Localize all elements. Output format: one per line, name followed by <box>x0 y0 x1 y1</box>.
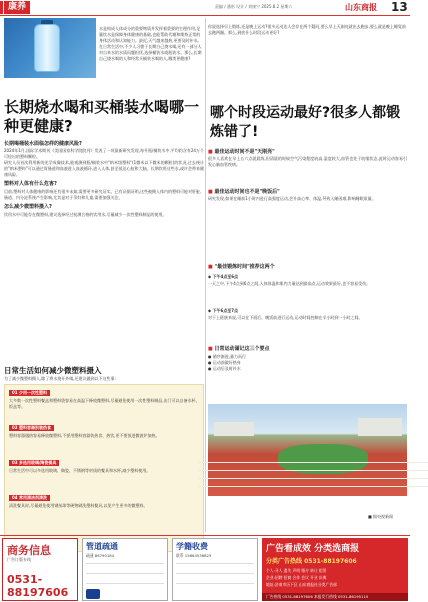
article-paragraph: 饮用水中可能存在微塑料,建议选择经过检测合格的饮用水,尽量减少一次性塑料制品的使用。 <box>4 212 167 217</box>
ad-title: 学籍收费 <box>176 542 208 551</box>
right-subhead-1: ■ 最佳运动时间不是"天刚亮" <box>208 148 407 155</box>
ad-title: 管道疏通 <box>86 542 118 551</box>
divider <box>86 573 164 574</box>
tip-label: 04 常用清洁剂清洗 <box>9 495 50 501</box>
track-line <box>198 478 428 479</box>
right-column <box>208 18 407 532</box>
business-info-ad <box>2 538 78 601</box>
tip-text: 日常生活中可以多选用玻璃、陶瓷、不锈钢等材质的餐具和水杯,减少塑料使用。 <box>9 468 151 473</box>
tip-label: 03 多选用玻璃/陶瓷餐具 <box>9 460 59 466</box>
paper-name: 山东商报 <box>345 3 377 12</box>
section-tag: 康养 <box>4 1 30 14</box>
bullet-item: ● 循序渐进,量力而行 <box>208 354 247 359</box>
ad-phone: 0531-88197606 <box>7 573 69 599</box>
track-line <box>198 486 428 487</box>
right-intro: 你说选择早上锻炼,还是晚上运动?很多运动达人会存在两个疑问,要么早上天刚亮就出去跑步,要么就是晚上睡觉前去跑两圈。那么,到底什么时段运动更好? <box>208 24 406 35</box>
page-header <box>0 0 410 16</box>
school-fee-ad <box>172 538 258 601</box>
page-number: 13 <box>391 0 408 14</box>
left-subhead-3: 怎么减少微塑料摄入? <box>4 204 52 210</box>
tip-text: 清洗餐具时,尽量避免使用钢丝球等硬物刷洗塑料餐具,以免产生更多的微塑料。 <box>9 503 148 508</box>
track-line <box>198 462 428 463</box>
right-subhead-3: ■ "最佳锻炼时间"推荐这两个 <box>208 263 407 270</box>
classified-ad-banner <box>262 538 408 601</box>
ad-phone: 分类广告热线 0531-88197606 <box>266 558 357 565</box>
tip-text: 塑料容器遇热容易释放微塑料,不要用塑料容器装热食、热饮,更不要放进微波炉加热。 <box>9 433 160 438</box>
bullet-item: ● 运动后及时补水 <box>208 366 241 371</box>
ad-row: 个人:寻人 遗失 声明 婚介 转让 租赁 <box>266 568 327 573</box>
article-paragraph: 2024年1月,国际学术期刊《美国国家科学院院刊》发表了一项最新研究发现,每升瓶/桶装水中,平均约含有24万个可检出的塑料颗粒。 <box>4 148 204 159</box>
section-title: 日常生活如何减少微塑料摄入 <box>4 366 102 375</box>
ad-title: 广告看成效 分类选商报 <box>266 544 360 554</box>
ad-logo-icon <box>86 589 100 599</box>
pipe-service-ad <box>82 538 168 601</box>
article-paragraph: 研究人员首次利用新的光学成像技术,能观测到瓶/桶装水中"纳米级塑料"(1微米以下微米的颗粒)的状况,过去统计的"纳米塑料"可以通过胃肠道和血液进入血液循环,进入人体,甚至抵达心脏和大脑。长期饮用这些水,或许会带来健康风险。 <box>4 160 204 177</box>
building-shape <box>358 418 402 436</box>
left-headline: 长期烧水喝和买桶装水喝哪一种更健康? <box>4 98 200 135</box>
tip-time-2: ◆ 下午6点至7点 <box>208 308 239 313</box>
left-article-body <box>4 148 204 218</box>
header-meta: 责编 / 潘彤 设计 / 刘康宁 2025.8.2 星期六 <box>215 4 293 9</box>
ad-row: 企业:招聘 招商 合作 会议 开业 庆典 <box>266 575 327 580</box>
ad-subtitle: 联系 15864536825 <box>176 553 212 558</box>
water-bottle-photo <box>4 18 96 78</box>
left-subhead-2: 塑料对人体有什么危害? <box>4 181 57 187</box>
section-subtitle: 为了减少微塑料摄入,除了将水烧开外喝,还建议做到以下这些事: <box>4 376 116 381</box>
divider <box>176 573 254 574</box>
divider <box>86 583 164 584</box>
building-shape <box>214 422 254 436</box>
tip-label: 01 少用一次性塑料 <box>9 390 50 396</box>
tip-label: 02 塑料容器别装热食 <box>9 425 54 431</box>
track-line <box>198 470 428 471</box>
bullet-item: ● 运动前做好热身 <box>208 360 241 365</box>
right-paragraph: 很多人喜欢在早上五六点就晨练,但清晨的时候空气污染程度较高,湿度较大,血管也处于收缩状态,此时运动容易引发心脑血管疾病。 <box>208 156 407 167</box>
right-bullets <box>208 354 407 372</box>
tip-text: 大多数一次性塑料餐盒和塑料袋容易在高温下释放微塑料,尽量避免使用一次性塑料制品,出门可以自备水杯、饭盒等。 <box>9 398 200 409</box>
stadium-photo <box>208 404 407 496</box>
column-divider <box>205 18 206 532</box>
tips-box <box>4 384 204 552</box>
right-paragraph: 研究发现,如果在睡前1小时内进行高强度运动,会升高心率、体温,导致入睡困难,影响睡眠质量。 <box>208 196 376 201</box>
divider <box>176 563 254 564</box>
ad-subtitle: 疏通 86790184 <box>86 553 115 558</box>
left-intro <box>99 26 203 62</box>
left-subhead-1: 长期喝桶装水面临怎样的健康风险? <box>4 141 82 147</box>
right-subhead-2: ■ 最佳运动时间也不是"晚饭后" <box>208 188 407 195</box>
tip-time-2-text: 对于上班族来说,可以在下班后、晚饭前进行运动,运动时间控制在半小时到一小时之间。 <box>208 315 363 320</box>
bottle-shape <box>34 24 60 72</box>
intro-paragraph: 水是构成人体成分的重要物质并发挥着重要的生理作用,足量饮水是保障身体健康的基础,也能帮助代谢和维持正常的身体活动和认知能力。最近,天气越来越热,更要及时补水。 <box>99 26 202 43</box>
ad-row: 地址:济南市历下区 山东商报社分类广告部 <box>266 582 337 587</box>
ad-subtitle: 广告订版专线 <box>7 557 31 562</box>
intro-paragraph-2: 在日常生活中,不少人习惯于长期白己烧水喝,还有一部分人对自来水的水质问题担忧,选择桶装水或瓶装水。那么,长期自己烧水喝的人和经常买桶装水喝的人,哪类更健康? <box>99 44 202 61</box>
right-headline: 哪个时段运动最好?很多人都锻炼错了! <box>210 105 401 140</box>
divider <box>86 563 164 564</box>
right-byline: ■ 据央视新闻 <box>368 514 394 519</box>
tip-time-1: ◆ 下午4点至6点 <box>208 274 239 279</box>
footer-ads <box>0 535 410 602</box>
divider <box>176 583 254 584</box>
tip-time-1-text: 一天之中,下午4点到6点之间,人体体温和肌肉力量达到最高点,运动效果最好,也不容易受伤。 <box>208 281 371 286</box>
article-paragraph: 目前,塑料对人体健康的影响还有很多未知,需要更多研究证实。已有证据证明,这些被摄入体内的塑料可能对肝脏、肠道、内分泌系统产生影响,尤其是对于孕妇和儿童,需要加强关注。 <box>4 189 204 200</box>
right-subhead-4: ■ 日常运动谨记这三个要点 <box>208 345 407 352</box>
ad-bottom-bar: 广告热线 0531-88197606 本报发行热线 0531-86195110 <box>262 593 408 601</box>
left-column <box>4 18 204 532</box>
ad-title: 商务信息 <box>7 544 51 557</box>
